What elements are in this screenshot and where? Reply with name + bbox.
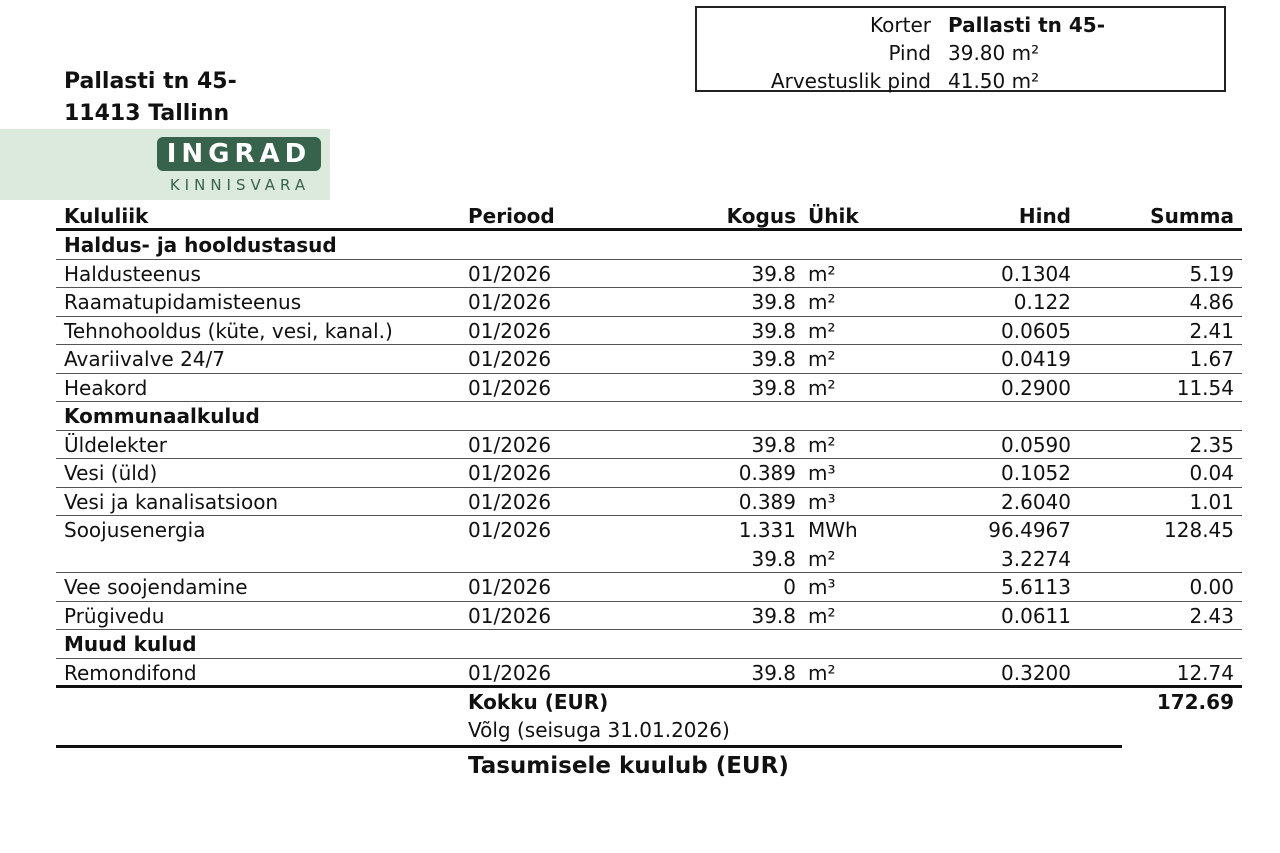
row-unit: m²: [808, 432, 836, 457]
row-period: 01/2026: [468, 461, 552, 485]
arvestuslik-pind-label: Arvestuslik pind: [770, 69, 931, 93]
row-period: 01/2026: [468, 318, 552, 343]
pind-value: 39.80 m²: [948, 41, 1040, 65]
row-price: 2.6040: [1001, 489, 1071, 514]
row-name: Haldusteenus: [64, 261, 201, 286]
row-period: 01/2026: [468, 518, 552, 542]
korter-value: Pallasti tn 45-: [948, 13, 1106, 37]
row-qty: 0.389: [738, 489, 796, 514]
row-unit: m²: [808, 318, 836, 343]
row-name: Vesi ja kanalisatsioon: [64, 489, 279, 514]
row-unit: m²: [808, 603, 836, 628]
row-period: 01/2026: [468, 603, 552, 628]
kokku-label: Kokku (EUR): [468, 690, 609, 714]
row-price: 0.1052: [1001, 461, 1071, 485]
header-kululiik: Kululiik: [64, 204, 149, 228]
row-sum: 128.45: [1164, 518, 1234, 542]
row-sum: 1.01: [1189, 489, 1234, 514]
row-qty: 0: [783, 575, 796, 599]
logo-band: [0, 129, 330, 200]
logo-wordmark: INGRAD: [166, 139, 312, 169]
totals-divider: [56, 745, 1122, 748]
row-sum: 0.04: [1189, 461, 1234, 485]
row-qty: 1.331: [738, 518, 796, 542]
korter-label: Korter: [870, 13, 931, 37]
row-unit: m³: [808, 461, 836, 485]
header-periood: Periood: [468, 204, 555, 228]
volg-label: Võlg (seisuga 31.01.2026): [468, 718, 730, 742]
row-price: 0.0590: [1001, 432, 1071, 457]
row-unit: MWh: [808, 518, 858, 542]
row-sum: 12.74: [1176, 660, 1234, 685]
row-period: 01/2026: [468, 290, 552, 314]
pind-label: Pind: [888, 41, 931, 65]
row-qty: 39.8: [751, 432, 796, 457]
row-qty: 39.8: [751, 290, 796, 314]
row-unit: m³: [808, 489, 836, 514]
row-period: 01/2026: [468, 432, 552, 457]
row-qty: 39.8: [751, 603, 796, 628]
row-unit: m³: [808, 575, 836, 599]
address-line-1: Pallasti tn 45-: [64, 69, 237, 94]
row-sum: 1.67: [1189, 347, 1234, 371]
section-title: Haldus- ja hooldustasud: [64, 233, 337, 257]
row-price: 0.3200: [1001, 660, 1071, 685]
kokku-value: 172.69: [1156, 690, 1234, 714]
row-price: 0.1304: [1001, 261, 1071, 286]
header-summa: Summa: [1150, 204, 1234, 228]
tasumisele-label: Tasumisele kuulub (EUR): [468, 753, 789, 779]
row-period: 01/2026: [468, 575, 552, 599]
header-uhik: Ühik: [808, 204, 859, 228]
row-qty: 39.8: [751, 660, 796, 685]
row-sum: 4.86: [1189, 290, 1234, 314]
row-name: Tehnohooldus (küte, vesi, kanal.): [64, 318, 393, 343]
row-sum: 2.43: [1189, 603, 1234, 628]
row-name: Prügivedu: [64, 603, 165, 628]
row-unit: m²: [808, 375, 836, 400]
row-qty: 0.389: [738, 461, 796, 485]
row-sum: 5.19: [1189, 261, 1234, 286]
row-name: Vee soojendamine: [64, 575, 248, 599]
row-period: 01/2026: [468, 347, 552, 371]
logo-subtitle: KINNISVARA: [169, 176, 311, 194]
row-qty: 39.8: [751, 318, 796, 343]
row-name: Remondifond: [64, 660, 197, 685]
row-price: 96.4967: [988, 518, 1071, 542]
apartment-info-box: [695, 6, 1226, 92]
row-divider: [56, 629, 1242, 630]
row-sum: 11.54: [1176, 375, 1234, 400]
row-sum: 2.35: [1189, 432, 1234, 457]
arvestuslik-pind-value: 41.50 m²: [948, 69, 1040, 93]
row-unit-secondary: m²: [808, 546, 836, 571]
row-unit: m²: [808, 261, 836, 286]
row-qty-secondary: 39.8: [751, 546, 796, 571]
row-name: Üldelekter: [64, 432, 168, 457]
section-title: Muud kulud: [64, 632, 197, 656]
header-hind: Hind: [1018, 204, 1071, 228]
row-period: 01/2026: [468, 375, 552, 400]
row-price: 5.6113: [1001, 575, 1071, 599]
row-price: 0.0419: [1001, 347, 1071, 371]
row-price: 0.2900: [1001, 375, 1071, 400]
row-unit: m²: [808, 660, 836, 685]
row-sum: 0.00: [1189, 575, 1234, 599]
header-kogus: Kogus: [726, 204, 796, 228]
row-period: 01/2026: [468, 489, 552, 514]
row-name: Avariivalve 24/7: [64, 347, 225, 371]
row-name: Vesi (üld): [64, 461, 158, 485]
row-unit: m²: [808, 347, 836, 371]
section-title: Kommunaalkulud: [64, 404, 260, 428]
row-name: Heakord: [64, 375, 148, 400]
row-qty: 39.8: [751, 347, 796, 371]
row-period: 01/2026: [468, 261, 552, 286]
row-price: 0.0611: [1001, 603, 1071, 628]
row-price: 0.122: [1013, 290, 1071, 314]
row-unit: m²: [808, 290, 836, 314]
row-qty: 39.8: [751, 375, 796, 400]
row-sum: 2.41: [1189, 318, 1234, 343]
row-name: Soojusenergia: [64, 518, 206, 542]
row-name: Raamatupidamisteenus: [64, 290, 302, 314]
company-logo: [157, 137, 321, 171]
address-line-2: 11413 Tallinn: [64, 101, 230, 126]
row-divider: [56, 685, 1242, 688]
row-price-secondary: 3.2274: [1001, 546, 1071, 571]
row-qty: 39.8: [751, 261, 796, 286]
row-period: 01/2026: [468, 660, 552, 685]
row-price: 0.0605: [1001, 318, 1071, 343]
